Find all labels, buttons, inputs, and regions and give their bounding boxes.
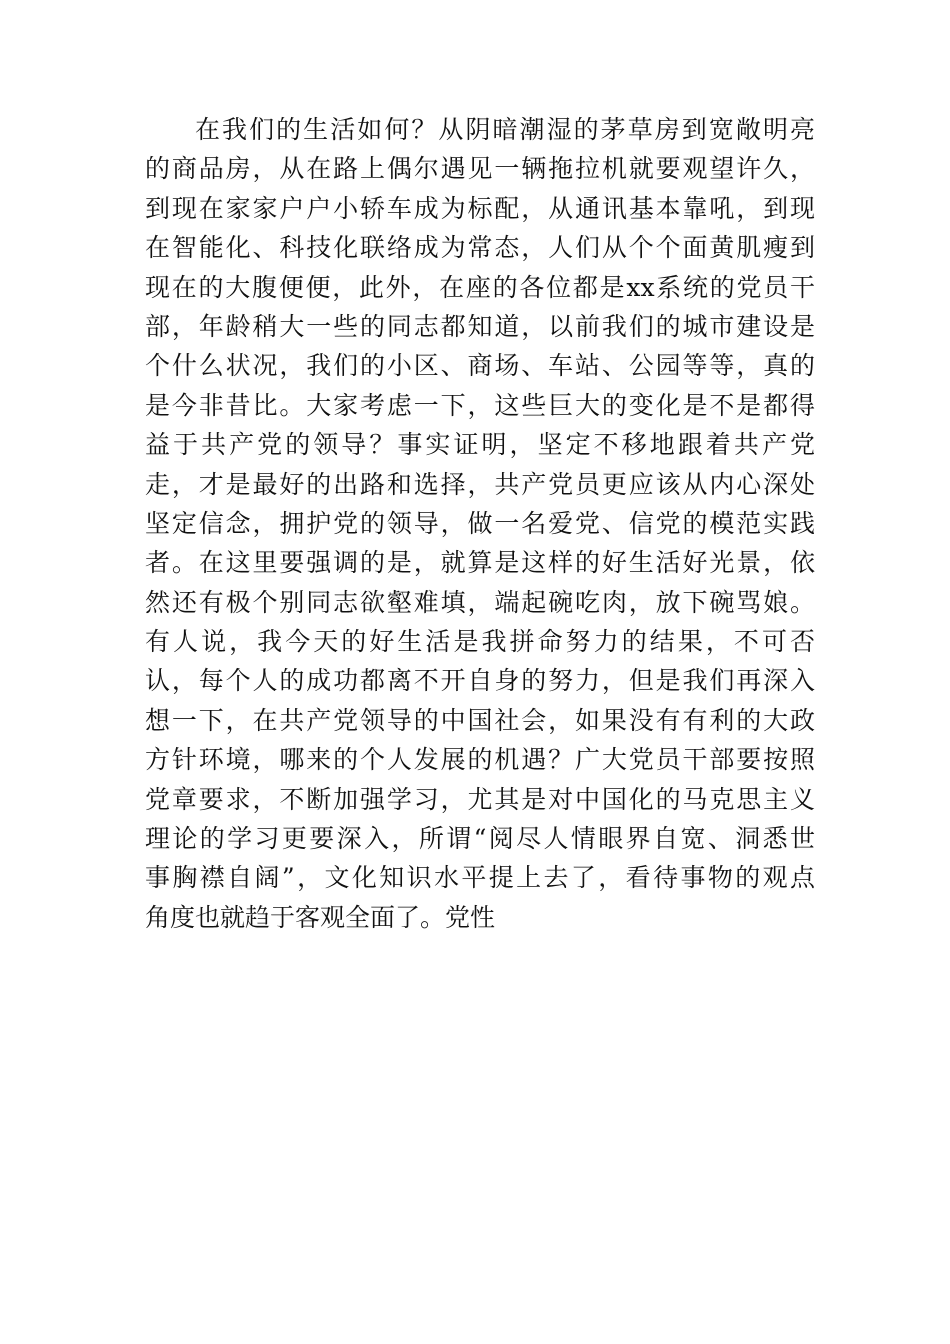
text-line: 角度也就趋于客观全面了。党性 [145, 902, 496, 932]
text-line: 是今非昔比。大家考虑一下，这些巨大的变化是不是都得 [145, 390, 815, 420]
text-line: 部，年龄稍大一些的同志都知道，以前我们的城市建设是 [145, 311, 815, 341]
text-line: 到现在家家户户小轿车成为标配，从通讯基本靠吼，到现 [145, 193, 815, 223]
text-line: 党章要求，不断加强学习，尤其是对中国化的马克思主义 [145, 784, 815, 814]
text-line: 方针环境，哪来的个人发展的机遇？广大党员干部要按照 [145, 745, 815, 775]
text-line: 个什么状况，我们的小区、商场、车站、公园等等，真的 [145, 351, 815, 381]
text-line: 想一下，在共产党领导的中国社会，如果没有有利的大政 [145, 705, 815, 735]
text-line: 的商品房，从在路上偶尔遇见一辆拖拉机就要观望许久， [145, 154, 815, 184]
text-line: 现在的大腹便便，此外，在座的各位都是xx系统的党员干 [145, 272, 815, 302]
text-line: 然还有极个别同志欲壑难填，端起碗吃肉，放下碗骂娘。 [145, 587, 815, 617]
text-line: 理论的学习更要深入，所谓“阅尽人情眼界自宽、洞悉世 [145, 824, 815, 854]
text-line: 事胸襟自阔”，文化知识水平提上去了，看待事物的观点 [145, 863, 815, 893]
text-line: 者。在这里要强调的是，就算是这样的好生活好光景，依 [145, 548, 815, 578]
text-line: 益于共产党的领导？事实证明，坚定不移地跟着共产党 [145, 430, 815, 460]
text-line: 走，才是最好的出路和选择，共产党员更应该从内心深处 [145, 469, 815, 499]
text-line: 在我们的生活如何？从阴暗潮湿的茅草房到宽敞明亮 [195, 115, 815, 144]
text-line: 认，每个人的成功都离不开自身的努力，但是我们再深入 [145, 666, 815, 696]
text-line: 坚定信念，拥护党的领导，做一名爱党、信党的模范实践 [145, 508, 815, 538]
text-line: 有人说，我今天的好生活是我拼命努力的结果，不可否 [145, 627, 815, 657]
body-paragraph [145, 110, 815, 937]
text-line: 在智能化、科技化联络成为常态，人们从个个面黄肌瘦到 [145, 233, 815, 263]
